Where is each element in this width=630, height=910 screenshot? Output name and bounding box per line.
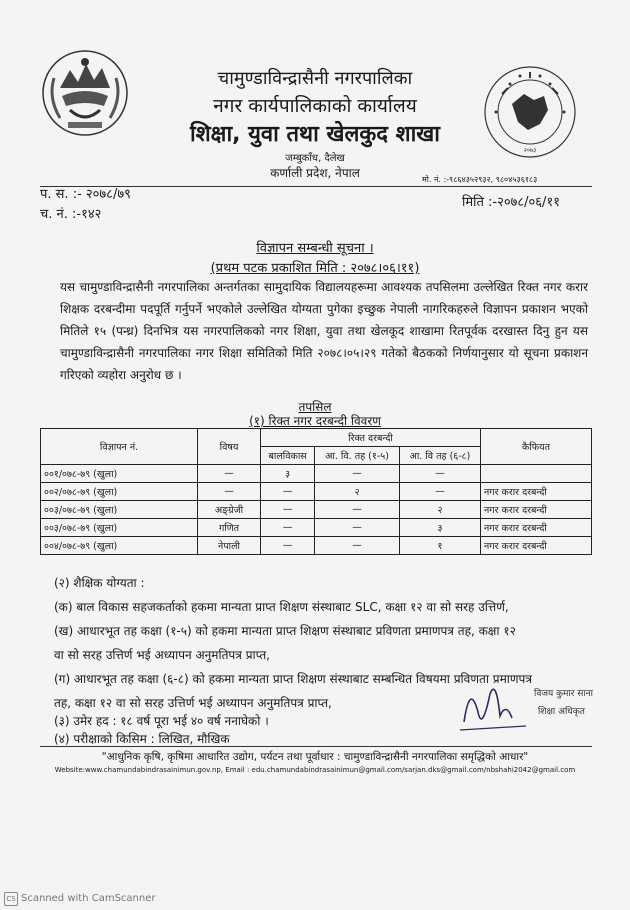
dispatch-number: च. नं. :-१४२: [40, 207, 102, 222]
cell-remarks: नगर करार दरबन्दी: [481, 519, 592, 537]
camscanner-icon: CS: [4, 892, 18, 906]
scanner-watermark: [4, 892, 156, 906]
cell-ab15: —: [315, 519, 400, 537]
col-adv-number: विज्ञापन नं.: [41, 429, 198, 465]
header-divider: [40, 186, 592, 187]
qualification-kha-line2: वा सो सरह उत्तिर्ण भई अध्यापन अनुमतिपत्र प्राप्त,: [54, 648, 270, 662]
cell-ab68: १: [399, 537, 480, 555]
cell-ab68: —: [399, 465, 480, 483]
table-row: [41, 519, 592, 537]
schedule-heading: तपसिल: [298, 400, 332, 414]
notice-subtitle: (प्रथम पटक प्रकाशित मिति : २०७८।०६।११): [210, 261, 420, 276]
notice-paragraph: यस चामुण्डाविन्द्रासैनी नगरपालिका अन्तर्गतका सामुदायिक विद्यालयहरूमा आवश्यक तपसिलमा उल्लेखित रिक्त नगर करार शिक्षक दरबन्दीमा पदपूर्ति गर्नुपर्ने भएकोले उल्लेखित योग्यता पुगेका इच्छुक नेपाली नागरिकहरुले विज्ञापन प्रकाशन भएको मितिले १५ (पन्ध्र) दिनभित्र यस नगरपालिकको नगर शिक्षा, युवा तथा खेलकूद शाखामा रितपूर्वक दरखास्त दिनु हुन यस चामुण्डाविन्द्रासैनी नगरपालिका नगर शिक्षा समितिको मिति २०७८।०५।२९ गतेको बैठकको निर्णयानुसार यो सूचना प्रकाशन गरिएको व्यहोरा अनुरोध छ ।: [60, 280, 588, 382]
qualification-kha-line1: (ख) आधारभूत तह कक्षा (१-५) को हकमा मान्यता प्राप्त शिक्षण संस्थाबाट प्रविणता प्रमाणपत्र तह, कक्षा १२: [54, 624, 516, 638]
section-name: शिक्षा, युवा तथा खेलकुद शाखा: [190, 122, 440, 147]
col-basic-6-8: आ. वि तह (६-८): [399, 447, 480, 465]
qualification-heading: (२) शैक्षिक योग्यता :: [54, 576, 145, 590]
cell-subject: —: [198, 465, 261, 483]
cell-ab68: ३: [399, 519, 480, 537]
cell-remarks: नगर करार दरबन्दी: [481, 483, 592, 501]
province-line: कर्णाली प्रदेश, नेपाल: [270, 166, 360, 180]
table-row: [41, 483, 592, 501]
fiscal-year-ref: प. स. :- २०७८/७९: [40, 187, 131, 202]
cell-adv: ००४/०७८-७९ (खुला): [41, 537, 198, 555]
cell-bal: —: [261, 537, 315, 555]
cell-remarks: नगर करार दरबन्दी: [481, 501, 592, 519]
qualification-ga-line2: तह, कक्षा १२ वा सो सरह उत्तिर्ण भई अध्यापन अनुमतिपत्र प्राप्त,: [54, 696, 332, 710]
cell-subject: —: [198, 483, 261, 501]
cell-remarks: [481, 465, 592, 483]
col-subject: विषय: [198, 429, 261, 465]
letter-date: मिति :-२०७८/०६/११: [462, 195, 560, 210]
col-basic-1-5: आ. वि. तह (१-५): [315, 447, 400, 465]
cell-subject: गणित: [198, 519, 261, 537]
footer-contact: Website:www.chamundabindrasainimun.gov.np, Email : edu.chamundabindrasainimun@gmail.com/sarjan.dks@gmail.com/nbshahi2042@gmail.com: [54, 766, 576, 774]
scanner-text: Scanned with CamScanner: [21, 893, 156, 904]
cell-bal: ३: [261, 465, 315, 483]
cell-ab15: —: [315, 501, 400, 519]
vacancy-table: [40, 428, 592, 555]
cell-bal: —: [261, 501, 315, 519]
qualification-ga-line1: (ग) आधारभूत तह कक्षा (६-८) को हकमा मान्यता प्राप्त शिक्षण संस्थाबाट सम्बन्धित विषयमा प्रविणता प्रमाणपत्र: [54, 672, 532, 686]
cell-adv: ००२/०७८-७९ (खुला): [41, 483, 198, 501]
col-vacant: रिक्त दरबन्दी: [261, 429, 481, 447]
cell-adv: ००३/०७८-७९ (खुला): [41, 501, 198, 519]
cell-ab15: —: [315, 537, 400, 555]
cell-ab68: —: [399, 483, 480, 501]
table-row: [41, 501, 592, 519]
cell-ab15: २: [315, 483, 400, 501]
footer-motto: "आधुनिक कृषि, कृषिमा आधारित उद्योग, पर्यटन तथा पूर्वाधार : चामुण्डाविन्द्रासैनी नगरपालिका समृद्धिको आधार": [101, 751, 529, 763]
office-name: नगर कार्यपालिकाको कार्यालय: [213, 95, 417, 117]
table-row: [41, 537, 592, 555]
cell-adv: ००१/०७८-७९ (खुला): [41, 465, 198, 483]
footer-divider: [40, 746, 592, 747]
qualification-ka: (क) बाल विकास सहजकर्ताको हकमा मान्यता प्राप्त शिक्षण संस्थाबाट SLC, कक्षा १२ वा सो सरह उत्तिर्ण,: [54, 600, 509, 614]
col-child-dev: बालविकास: [261, 447, 315, 465]
table-row: [41, 465, 592, 483]
exam-type: (४) परीक्षाको किसिम : लिखित, मौखिक: [54, 732, 230, 746]
cell-ab15: —: [315, 465, 400, 483]
cell-subject: नेपाली: [198, 537, 261, 555]
phone-numbers: मो. नं. :-९८६४३५२९३२, ९८०४५३६१८३: [422, 175, 538, 184]
signatory-name: विजय कुमार साना: [534, 689, 594, 699]
notice-title: विज्ञापन सम्बन्धी सूचना ।: [256, 241, 374, 256]
address-line: जम्बुकाँध, दैलेख: [285, 153, 345, 164]
vacancy-table-title: (१) रिक्त नगर दरबन्दी विवरण: [249, 414, 381, 428]
cell-subject: अङ्ग्रेजी: [198, 501, 261, 519]
seal-year: २०७३: [523, 147, 537, 154]
cell-bal: —: [261, 519, 315, 537]
municipality-name: चामुण्डाविन्द्रासैनी नगरपालिका: [217, 68, 413, 89]
officer-signature: [456, 672, 594, 744]
col-remarks: कैफियत: [481, 429, 592, 465]
cell-bal: —: [261, 483, 315, 501]
signatory-title: शिक्षा अधिकृत: [538, 707, 585, 717]
cell-adv: ००३/०७८-७९ (खुला): [41, 519, 198, 537]
cell-remarks: नगर करार दरबन्दी: [481, 537, 592, 555]
age-limit: (३) उमेर हद : १८ वर्ष पूरा भई ४० वर्ष ननाघेको ।: [54, 714, 269, 728]
cell-ab68: २: [399, 501, 480, 519]
